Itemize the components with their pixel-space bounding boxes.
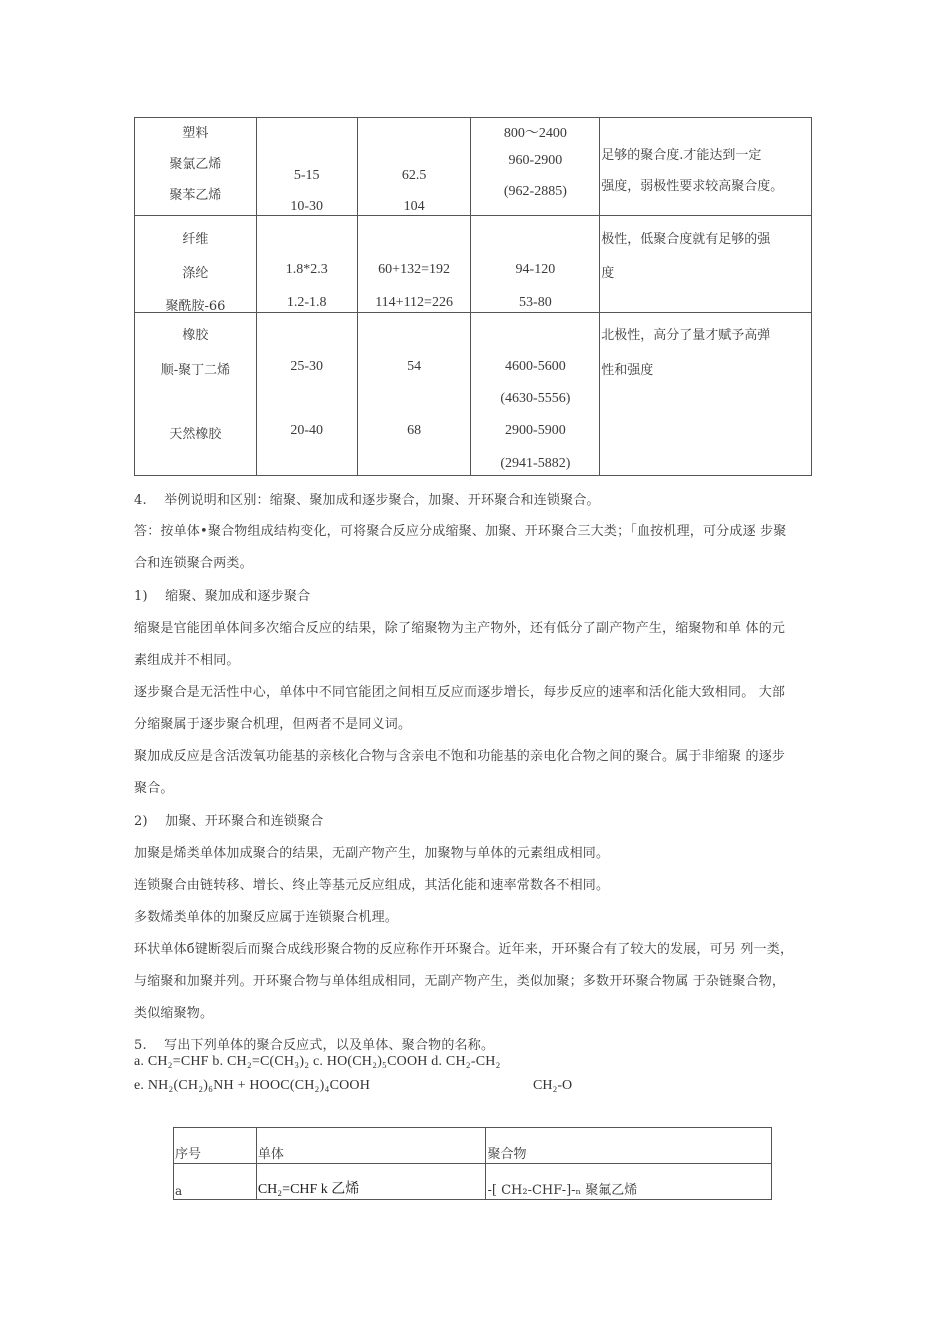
value-cell: 25-30 — [290, 359, 324, 374]
value-cell: 4600-5600 — [505, 359, 566, 374]
paragraph-line: 类似缩聚物。 — [134, 1006, 214, 1021]
paragraph-line: 聚加成反应是含活泼氧功能基的亲核化合物与含亲电不饱和功能基的亲电化合物之间的聚合。属于非缩聚 的逐步 — [134, 749, 786, 764]
value-cell: 800〜2400 — [503, 126, 567, 141]
section-number: 1) — [134, 589, 148, 604]
paragraph-line: 与缩聚和加聚并列。开环聚合物与单体组成相同，无副产物产生，类似加聚；多数开环聚合物属 于杂链聚合物， — [134, 974, 786, 989]
item-label: 涤纶 — [182, 266, 209, 281]
question-number: 4. — [134, 493, 147, 508]
header-cell: 序号 — [174, 1128, 257, 1164]
category-label: 塑料 — [182, 126, 209, 141]
paragraph-line: 聚合。 — [134, 781, 174, 796]
value-cell: 94-120 — [515, 262, 556, 277]
paragraph-line: 分缩聚属于逐步聚合机理，但两者不是同义词。 — [134, 717, 412, 732]
value-cell: 53-80 — [519, 295, 552, 310]
value-cell: 60+132=192 — [378, 262, 450, 277]
value-cell: 114+112=226 — [375, 295, 453, 310]
paragraph-line: 连锁聚合由链转移、增长、终止等基元反应组成，其活化能和速率常数各不相同。 — [134, 878, 610, 893]
value-cell: 20-40 — [290, 423, 324, 438]
formula-line: e. NH₂(CH₂)₆NH + HOOC(CH₂)₄COOH — [134, 1078, 371, 1093]
section-heading — [134, 810, 324, 829]
table-cell: -[ CH₂-CHF-]-ₙ 聚氟乙烯 — [486, 1164, 772, 1200]
section-heading — [134, 585, 310, 604]
category-label: 橡胶 — [182, 328, 209, 343]
paragraph-line: 环状单体б键断裂后而聚合成线形聚合物的反应称作开环聚合。近年来，开环聚合有了较大的发展，可另 列一类， — [134, 942, 794, 957]
value-cell: (4630-5556) — [500, 391, 571, 406]
value-cell: 2900-5900 — [505, 423, 566, 438]
answer-line: 答：按单体•聚合物组成结构变化，可将聚合反应分成缩聚、加聚、开环聚合三大类；「血按机理，可分成逐 步聚 — [134, 524, 787, 539]
item-label: 聚苯乙烯 — [169, 188, 222, 203]
paragraph-line: 加聚是烯类单体加成聚合的结果，无副产物产生，加聚物与单体的元素组成相同。 — [134, 846, 610, 861]
value-cell: 54 — [407, 359, 422, 374]
header-cell: 聚合物 — [486, 1128, 772, 1164]
value-cell: 960-2900 — [508, 153, 563, 168]
value-cell: 68 — [407, 423, 422, 438]
category-cell — [135, 118, 257, 216]
question-title: 举例说明和区别：缩聚、聚加成和逐步聚合，加聚、开环聚合和连锁聚合。 — [164, 493, 600, 508]
value-cell: 5-15 — [293, 168, 320, 183]
value-cell: (962-2885) — [503, 184, 567, 199]
value-cell: 1.8*2.3 — [285, 262, 328, 277]
note-text: 度 — [601, 266, 615, 281]
question-number: 5. — [134, 1038, 147, 1053]
note-text: 性和强度 — [601, 363, 654, 378]
properties-table — [134, 117, 812, 476]
item-label: 天然橡胶 — [169, 427, 222, 442]
table-cell: CH₂=CHF k 乙烯 — [256, 1164, 486, 1200]
value-cell: (2941-5882) — [500, 456, 571, 471]
value-cell: 62.5 — [401, 168, 427, 183]
formula-line-right: CH₂-O — [533, 1078, 573, 1093]
paragraph-line: 素组成并不相同。 — [134, 653, 240, 668]
table-cell: a — [174, 1164, 257, 1200]
polymer-table — [173, 1127, 772, 1200]
section-title: 缩聚、聚加成和逐步聚合 — [165, 589, 311, 604]
section-title: 加聚、开环聚合和连锁聚合 — [165, 814, 324, 829]
answer-line: 合和连锁聚合两类。 — [134, 556, 253, 571]
question-4-heading — [134, 489, 600, 508]
table-row — [135, 216, 812, 313]
paragraph-line: 多数烯类单体的加聚反应属于连锁聚合机理。 — [134, 910, 399, 925]
question-title: 写出下列单体的聚合反应式，以及单体、聚合物的名称。 — [164, 1038, 495, 1053]
section-number: 2) — [134, 814, 148, 829]
item-label: 顺-聚丁二烯 — [160, 363, 231, 378]
table-row — [174, 1164, 772, 1200]
value-cell: 10-30 — [290, 199, 324, 214]
note-text: 北极性，高分了量才赋予高弹 — [601, 328, 771, 343]
question-5-heading — [134, 1034, 494, 1053]
paragraph-line: 缩聚是官能团单体间多次缩合反应的结果，除了缩聚物为主产物外，还有低分了副产物产生，缩聚物和单 体的元 — [134, 621, 786, 636]
item-label: 聚酰胺-66 — [165, 299, 226, 314]
note-text: 足够的聚合度.才能达到一定 — [601, 148, 762, 163]
table-row — [135, 118, 812, 216]
value-cell: 104 — [403, 199, 425, 214]
note-text: 极性，低聚合度就有足够的强 — [601, 232, 771, 247]
category-label: 纤维 — [182, 232, 209, 247]
value-cell: 1.2-1.8 — [286, 295, 327, 310]
paragraph-line: 逐步聚合是无活性中心，单体中不同官能团之间相互反应而逐步增长，每步反应的速率和活化能大致相同。 大部 — [134, 685, 786, 700]
formula-line: a. CH₂=CHF b. CH₂=C(CH₃)₂ c. HO(CH₂)₅COOH d. CH₂-CH₂ — [134, 1054, 501, 1069]
header-cell: 单体 — [256, 1128, 486, 1164]
item-label: 聚氯乙烯 — [169, 157, 222, 172]
note-text: 强度，弱极性要求较高聚合度。 — [601, 179, 784, 194]
table-row — [135, 313, 812, 476]
table-header-row — [174, 1128, 772, 1164]
